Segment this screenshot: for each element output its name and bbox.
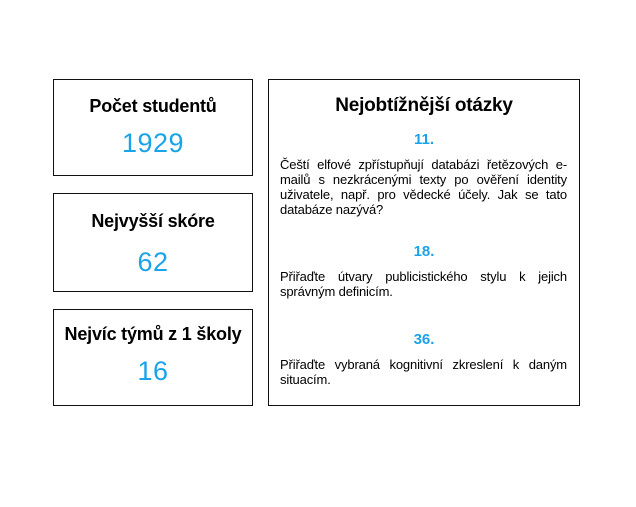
top-score-card bbox=[53, 193, 253, 292]
students-count-value: 1929 bbox=[121, 128, 185, 158]
students-count-label: Počet studentů bbox=[89, 96, 217, 116]
question-text: Přiřaďte vybraná kognitivní zkreslení k daným situacím. bbox=[280, 357, 567, 387]
students-count-card bbox=[53, 79, 253, 176]
hardest-questions-title: Nejobtížnější otázky bbox=[335, 95, 513, 116]
most-teams-value: 16 bbox=[137, 356, 169, 386]
question-number: 11. bbox=[413, 131, 435, 148]
most-teams-card bbox=[53, 309, 253, 406]
question-number: 18. bbox=[413, 243, 435, 260]
top-score-label: Nejvyšší skóre bbox=[91, 211, 215, 231]
top-score-value: 62 bbox=[137, 247, 169, 277]
question-text: Přiřaďte útvary publicistického stylu k jejich správným definicím. bbox=[280, 269, 567, 299]
question-number: 36. bbox=[413, 331, 435, 348]
question-text: Čeští elfové zpřístupňují databázi řetězových e-mailů s nezkrácenými texty po ověření identity uživatele, např. pro vědecké účely. Jak se tato databáze nazývá? bbox=[280, 157, 567, 217]
hardest-questions-card bbox=[268, 79, 580, 406]
most-teams-label: Nejvíc týmů z 1 školy bbox=[64, 324, 242, 344]
